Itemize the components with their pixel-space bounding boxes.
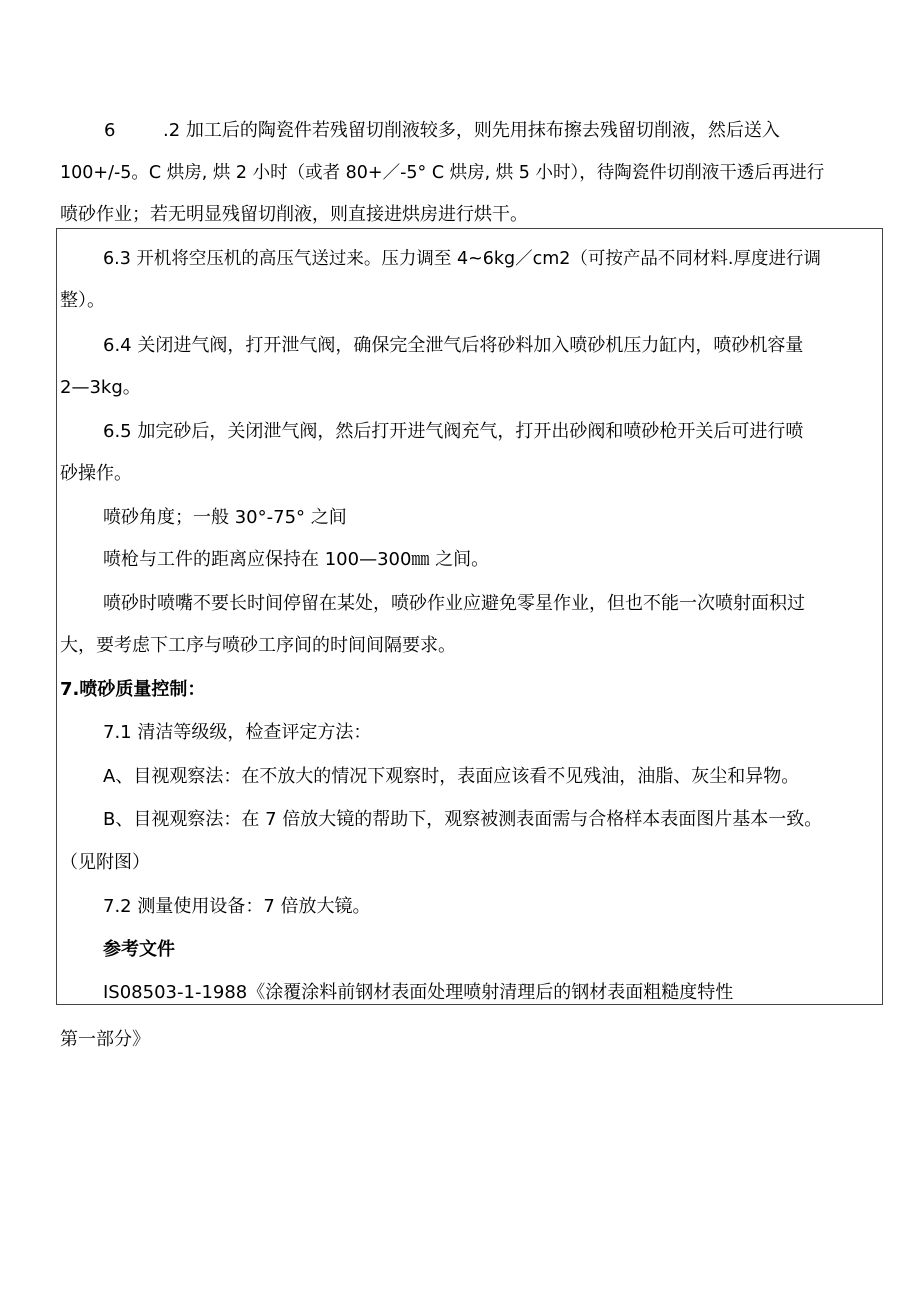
paragraph-6-4-line-1: 6.4 关闭进气阀，打开泄气阀，确保完全泄气后将砂料加入喷砂机压力缸内，喷砂机容量 [103,335,804,356]
paragraph-6-3-line-1: 6.3 开机将空压机的高压气送过来。压力调至 4~6kg／cm2（可按产品不同材料.厚度进行调 [103,249,821,269]
spray-note-line-1: 喷砂时喷嘴不要长时间停留在某处，喷砂作业应避免零星作业，但也不能一次喷射面积过 [103,593,805,614]
paragraph-B-line-2: （见附图） [60,852,150,873]
paragraph-6-2-line-3: 喷砂作业；若无明显残留切削液，则直接进烘房进行烘干。 [60,204,528,225]
paragraph-6-5-line-1: 6.5 加完砂后，关闭泄气阀，然后打开进气阀充气，打开出砂阀和喷砂枪开关后可进行喷 [103,421,804,442]
paragraph-7-1: 7.1 清洁等级级，检查评定方法： [103,722,372,743]
section-7-heading: 7.喷砂质量控制： [60,679,206,700]
paragraph-7-2: 7.2 测量使用设备：7 倍放大镜。 [103,896,371,917]
paragraph-number: 6 [104,120,116,141]
references-heading: 参考文件 [103,939,175,960]
spray-distance-text: 喷枪与工件的距离应保持在 100—300㎜ 之间。 [103,549,490,570]
paragraph-6-5-line-2: 砂操作。 [60,463,132,484]
paragraph-6-2-line-2: 100+/-5。C 烘房, 烘 2 小时（或者 80+／-5° C 烘房, 烘 5 小时），待陶瓷件切削液干透后再进行 [60,163,825,183]
reference-line-1: IS08503-1-1988《涂覆涂料前钢材表面处理喷射清理后的钢材表面粗糙度特性 [103,982,734,1003]
spray-note-line-2: 大，要考虑下工序与喷砂工序间的时间间隔要求。 [60,635,456,656]
paragraph-6-4-line-2: 2—3kg。 [60,377,141,398]
paragraph-A: A、目视观察法：在不放大的情况下观察时，表面应该看不见残油，油脂、灰尘和异物。 [103,766,800,787]
spray-angle-text: 喷砂角度；一般 30°-75° 之间 [103,507,347,528]
paragraph-6-2-line-1: .2 加工后的陶瓷件若残留切削液较多，则先用抹布擦去残留切削液，然后送入 [163,120,780,141]
paragraph-6-3-line-2: 整）。 [60,290,105,311]
paragraph-B-line-1: B、目视观察法：在 7 倍放大镜的帮助下，观察被测表面需与合格样本表面图片基本一致。 [103,809,823,830]
reference-line-2: 第一部分》 [60,1029,150,1050]
